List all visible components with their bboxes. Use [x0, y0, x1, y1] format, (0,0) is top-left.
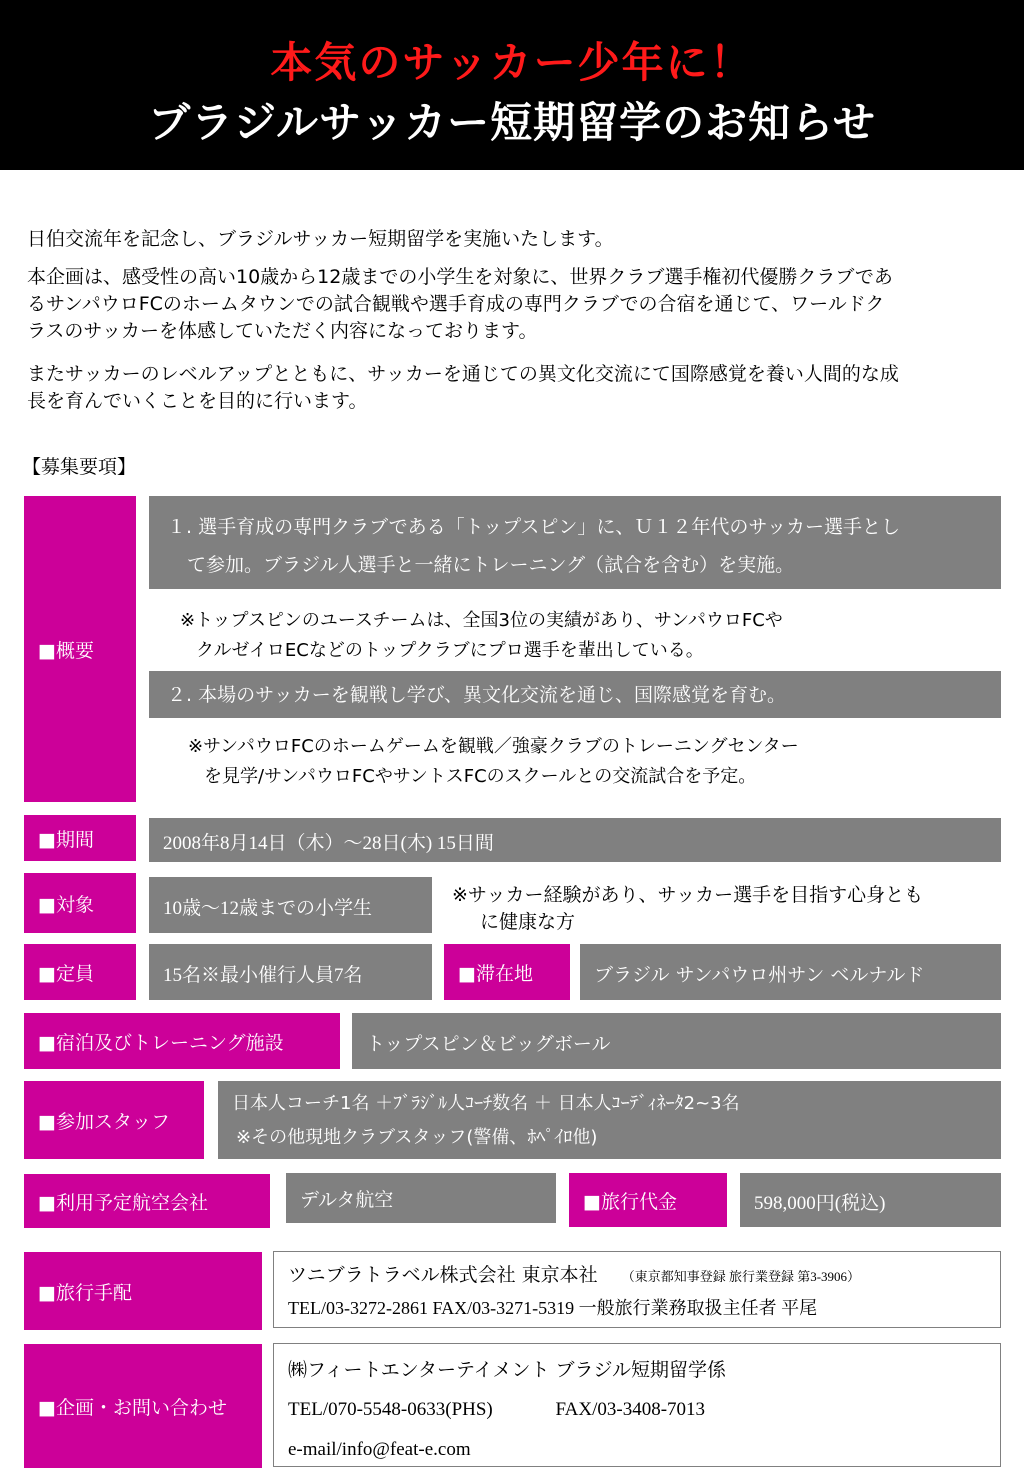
- overview-note-2-line1: ※サンパウロFCのホームゲームを観戦／強豪クラブのトレーニングセンター: [188, 736, 799, 757]
- inquiry-company: ㈱フィートエンターテイメント ブラジル短期留学係: [288, 1359, 727, 1381]
- intro-paragraph-2: [27, 264, 997, 345]
- target-value: 10歳～12歳までの小学生: [149, 877, 432, 933]
- target-label: ■対象: [24, 873, 136, 933]
- overview-item-1-line2: て参加。ブラジル人選手と一緒にトレーニング（試合を含む）を実施。: [187, 554, 795, 576]
- overview-item-2: ２. 本場のサッカーを観戦し学び、異文化交流を通じ、国際感覚を育む。: [149, 671, 1001, 718]
- intro-p2-line2: るサンパウロFCのホームタウンでの試合観戦や選手育成の専門クラブでの合宿を通じて、ワールドク: [27, 293, 885, 315]
- price-value: 598,000円(税込): [740, 1173, 1001, 1227]
- intro-p3-line1: またサッカーのレベルアップとともに、サッカーを通じての異文化交流にて国際感覚を養い人間的な成: [27, 363, 899, 385]
- recruit-heading: 【募集要項】: [22, 456, 137, 478]
- stay-value: ブラジル サンパウロ州サン ベルナルド: [580, 944, 1001, 1000]
- staff-line2: ※その他現地クラブスタッフ(警備、ﾎﾍﾟｲﾛ他): [236, 1127, 598, 1148]
- inquiry-box: [273, 1343, 1001, 1467]
- overview-note-1-line2: クルゼイロECなどのトップクラブにプロ選手を輩出している。: [196, 640, 704, 661]
- travel-agent-registration: （東京都知事登録 旅行業登録 第3-3906）: [621, 1269, 861, 1284]
- airline-label: ■利用予定航空会社: [24, 1174, 270, 1228]
- headline-title: ブラジルサッカー短期留学のお知らせ: [148, 98, 876, 147]
- capacity-label: ■定員: [24, 944, 136, 1000]
- overview-item-1: [149, 496, 1001, 589]
- intro-paragraph-1: 日伯交流年を記念し、ブラジルサッカー短期留学を実施いたします。: [27, 228, 614, 250]
- overview-note-2-line2: を見学/サンパウロFCやサントスFCのスクールとの交流試合を予定。: [204, 766, 757, 787]
- target-note-line2: に健康な方: [480, 911, 576, 933]
- staff-line1: 日本人コーチ1名 ＋ﾌﾞﾗｼﾞﾙ人ｺｰﾁ数名 ＋ 日本人ｺｰﾃﾞｨﾈｰﾀ2~3名: [232, 1093, 740, 1114]
- inquiry-fax: FAX/03-3408-7013: [555, 1399, 706, 1420]
- intro-p3-line2: 長を育んでいくことを目的に行います。: [27, 390, 368, 412]
- travel-agent-company-line: [288, 1260, 1000, 1292]
- staff-value: [218, 1081, 1001, 1159]
- intro-paragraph-3: [27, 361, 997, 415]
- inquiry-tel: TEL/070-5548-0633(PHS): [288, 1399, 493, 1420]
- intro-p2-line3: ラスのサッカーを体感していただく内容になっております。: [27, 320, 538, 342]
- travel-agent-box: [273, 1251, 1001, 1328]
- staff-label: ■参加スタッフ: [24, 1081, 204, 1159]
- travel-agent-contact: TEL/03-3272-2861 FAX/03-3271-5319 一般旅行業務取扱主任者 平尾: [288, 1298, 818, 1318]
- intro-p2-line1: 本企画は、感受性の高い10歳から12歳までの小学生を対象に、世界クラブ選手権初代優勝クラブであ: [27, 266, 893, 288]
- facility-label: ■宿泊及びトレーニング施設: [24, 1013, 340, 1069]
- stay-label: ■滞在地: [444, 944, 570, 1000]
- inquiry-email: e-mail/info@feat-e.com: [288, 1439, 471, 1460]
- price-label: ■旅行代金: [569, 1173, 727, 1227]
- overview-label: ■概要: [24, 496, 136, 802]
- overview-note-2: [188, 732, 988, 792]
- inquiry-label: ■企画・お問い合わせ: [24, 1344, 262, 1468]
- overview-item-1-line1: １. 選手育成の専門クラブである「トップスピン」に、Ｕ１２年代のサッカー選手とし: [167, 516, 900, 538]
- period-label: ■期間: [24, 815, 136, 861]
- overview-note-1: [180, 606, 980, 666]
- period-value: 2008年8月14日（木）～28日(木) 15日間: [149, 818, 1001, 862]
- target-note: [452, 882, 992, 936]
- airline-value: デルタ航空: [286, 1173, 556, 1223]
- overview-note-1-line1: ※トップスピンのユースチームは、全国3位の実績があり、サンパウロFCや: [180, 610, 783, 631]
- header-banner: [0, 0, 1024, 170]
- travel-agent-company: ツニブラトラベル株式会社 東京本社: [288, 1264, 598, 1286]
- target-note-line1: ※サッカー経験があり、サッカー選手を目指す心身とも: [452, 884, 924, 906]
- travel-agent-label: ■旅行手配: [24, 1252, 262, 1330]
- headline-catch: 本気のサッカー少年に！: [270, 38, 754, 87]
- facility-value: トップスピン＆ビッグボール: [352, 1013, 1001, 1069]
- capacity-value: 15名※最小催行人員7名: [149, 944, 432, 1000]
- inquiry-phone-line: [288, 1390, 1000, 1430]
